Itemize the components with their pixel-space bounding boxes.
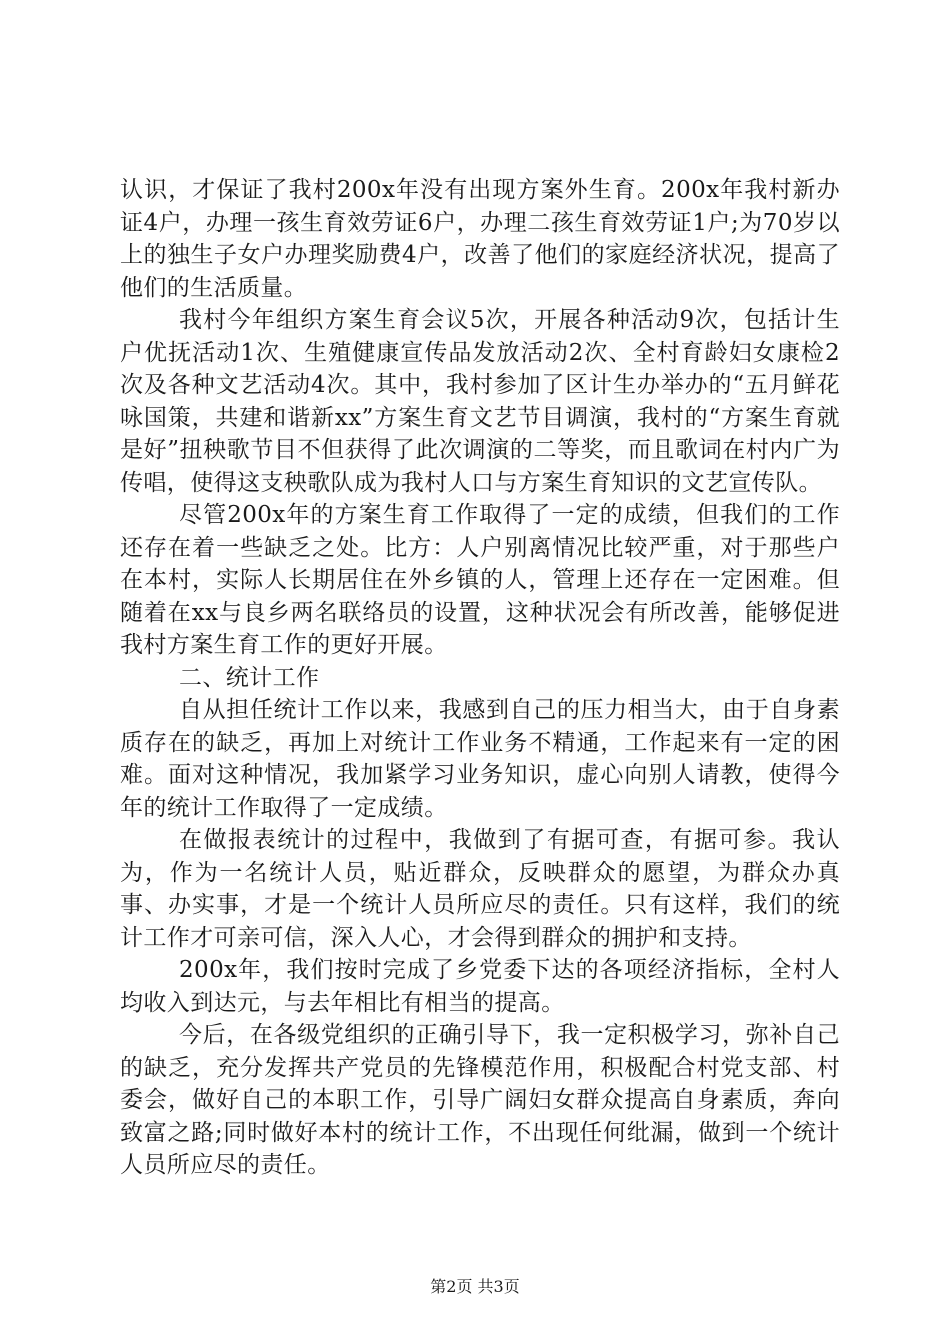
document-body: [120, 174, 840, 1182]
paragraph-8: 今后，在各级党组织的正确引导下，我一定积极学习，弥补自己的缺乏，充分发挥共产党员的先锋模范作用，积极配合村党支部、村委会，做好自己的本职工作，引导广阔妇女群众提高自身素质，奔向致富之路;同时做好本村的统计工作，不出现任何纰漏，做到一个统计人员所应尽的责任。: [120, 1022, 840, 1178]
paragraph-1: 认识，才保证了我村200x年没有出现方案外生育。200x年我村新办证4户，办理一孩生育效劳证6户，办理二孩生育效劳证1户;为70岁以上的独生子女户办理奖励费4户，改善了他们的家庭经济状况，提高了他们的生活质量。: [120, 177, 840, 301]
paragraph-6: 在做报表统计的过程中，我做到了有据可查，有据可参。我认为，作为一名统计人员，贴近群众，反映群众的愿望，为群众办真事、办实事，才是一个统计人员所应尽的责任。只有这样，我们的统计工作才可亲可信，深入人心，才会得到群众的拥护和支持。: [120, 827, 840, 951]
paragraph-3: 尽管200x年的方案生育工作取得了一定的成绩，但我们的工作还存在着一些缺乏之处。比方：人户别离情况比较严重，对于那些户在本村，实际人长期居住在外乡镇的人，管理上还存在一定困难。但随着在xx与良乡两名联络员的设置，这种状况会有所改善，能够促进我村方案生育工作的更好开展。: [120, 502, 840, 658]
paragraph-5: 自从担任统计工作以来，我感到自己的压力相当大，由于自身素质存在的缺乏，再加上对统计工作业务不精通，工作起来有一定的困难。面对这种情况，我加紧学习业务知识，虚心向别人请教，使得今年的统计工作取得了一定成绩。: [120, 697, 840, 821]
paragraph-7: 200x年，我们按时完成了乡党委下达的各项经济指标，全村人均收入到达元，与去年相比有相当的提高。: [120, 957, 840, 1016]
paragraph-2: 我村今年组织方案生育会议5次，开展各种活动9次，包括计生户优抚活动1次、生殖健康宣传品发放活动2次、全村育龄妇女康检2次及各种文艺活动4次。其中，我村参加了区计生办举办的“五月鲜花咏国策，共建和谐新xx”方案生育文艺节目调演，我村的“方案生育就是好”扭秧歌节目不但获得了此次调演的二等奖，而且歌词在村内广为传唱，使得这支秧歌队成为我村人口与方案生育知识的文艺宣传队。: [120, 307, 840, 496]
section-heading-statistics: 二、统计工作: [179, 664, 320, 691]
page-number-footer: 第2页 共3页: [430, 1277, 520, 1296]
